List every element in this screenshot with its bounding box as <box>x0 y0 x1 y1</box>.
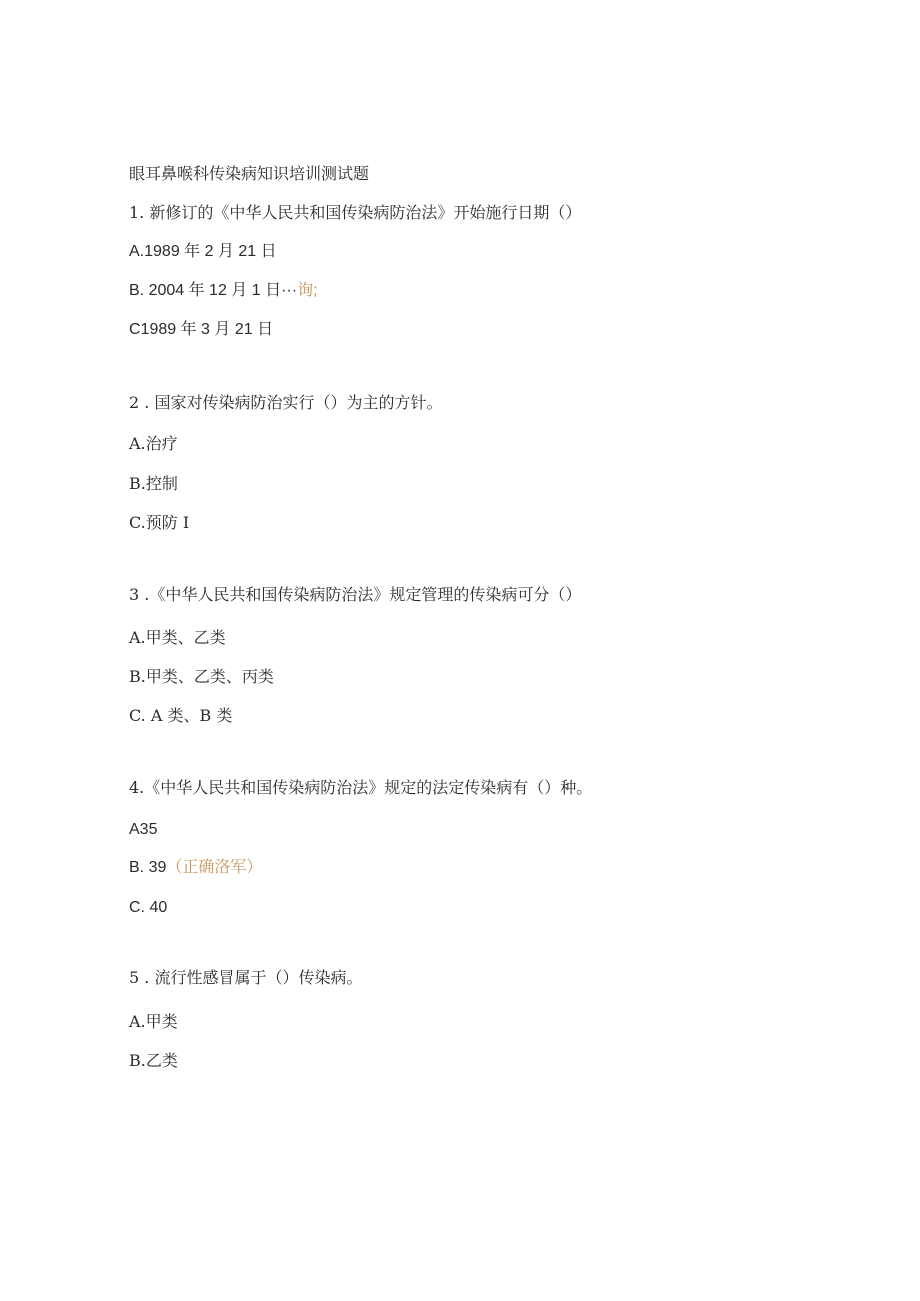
question-4-option-b-annotation: （正确洛军） <box>166 859 263 876</box>
question-1-option-a: A.1989 年 2 月 21 日 <box>129 243 277 260</box>
question-2-option-a: A.治疗 <box>129 434 178 453</box>
question-2-option-b: B.控制 <box>129 474 178 493</box>
question-5-option-b: B.乙类 <box>129 1051 178 1070</box>
question-4-stem: 4.《中华人民共和国传染病防治法》规定的法定传染病有（）种。 <box>129 778 593 797</box>
question-3-stem: 3 .《中华人民共和国传染病防治法》规定管理的传染病可分（） <box>129 585 582 604</box>
question-3-option-a: A.甲类、乙类 <box>129 628 226 647</box>
question-3-option-c: C. A 类、B 类 <box>129 706 233 725</box>
question-4-option-b <box>129 858 262 878</box>
question-1-option-b-text: B. 2004 年 12 月 1 日··· <box>129 282 298 299</box>
question-4-option-a: A35 <box>129 821 158 838</box>
question-1-stem: 1. 新修订的《中华人民共和国传染病防治法》开始施行日期（） <box>129 203 582 222</box>
question-1-option-b-annotation: 询; <box>297 282 318 299</box>
question-5-option-a: A.甲类 <box>129 1012 178 1031</box>
question-3-option-b: B.甲类、乙类、丙类 <box>129 667 274 686</box>
question-4-option-b-text: B. 39 <box>129 859 167 876</box>
document-title: 眼耳鼻喉科传染病知识培训测试题 <box>129 164 370 183</box>
question-2-stem: 2 . 国家对传染病防治实行（）为主的方针。 <box>129 393 443 412</box>
question-1-option-c: C1989 年 3 月 21 日 <box>129 321 274 338</box>
question-2-option-c: C.预防 I <box>129 513 190 532</box>
question-5-stem: 5 . 流行性感冒属于（）传染病。 <box>129 968 363 987</box>
question-1-option-b <box>129 281 318 301</box>
question-4-option-c: C. 40 <box>129 899 168 916</box>
